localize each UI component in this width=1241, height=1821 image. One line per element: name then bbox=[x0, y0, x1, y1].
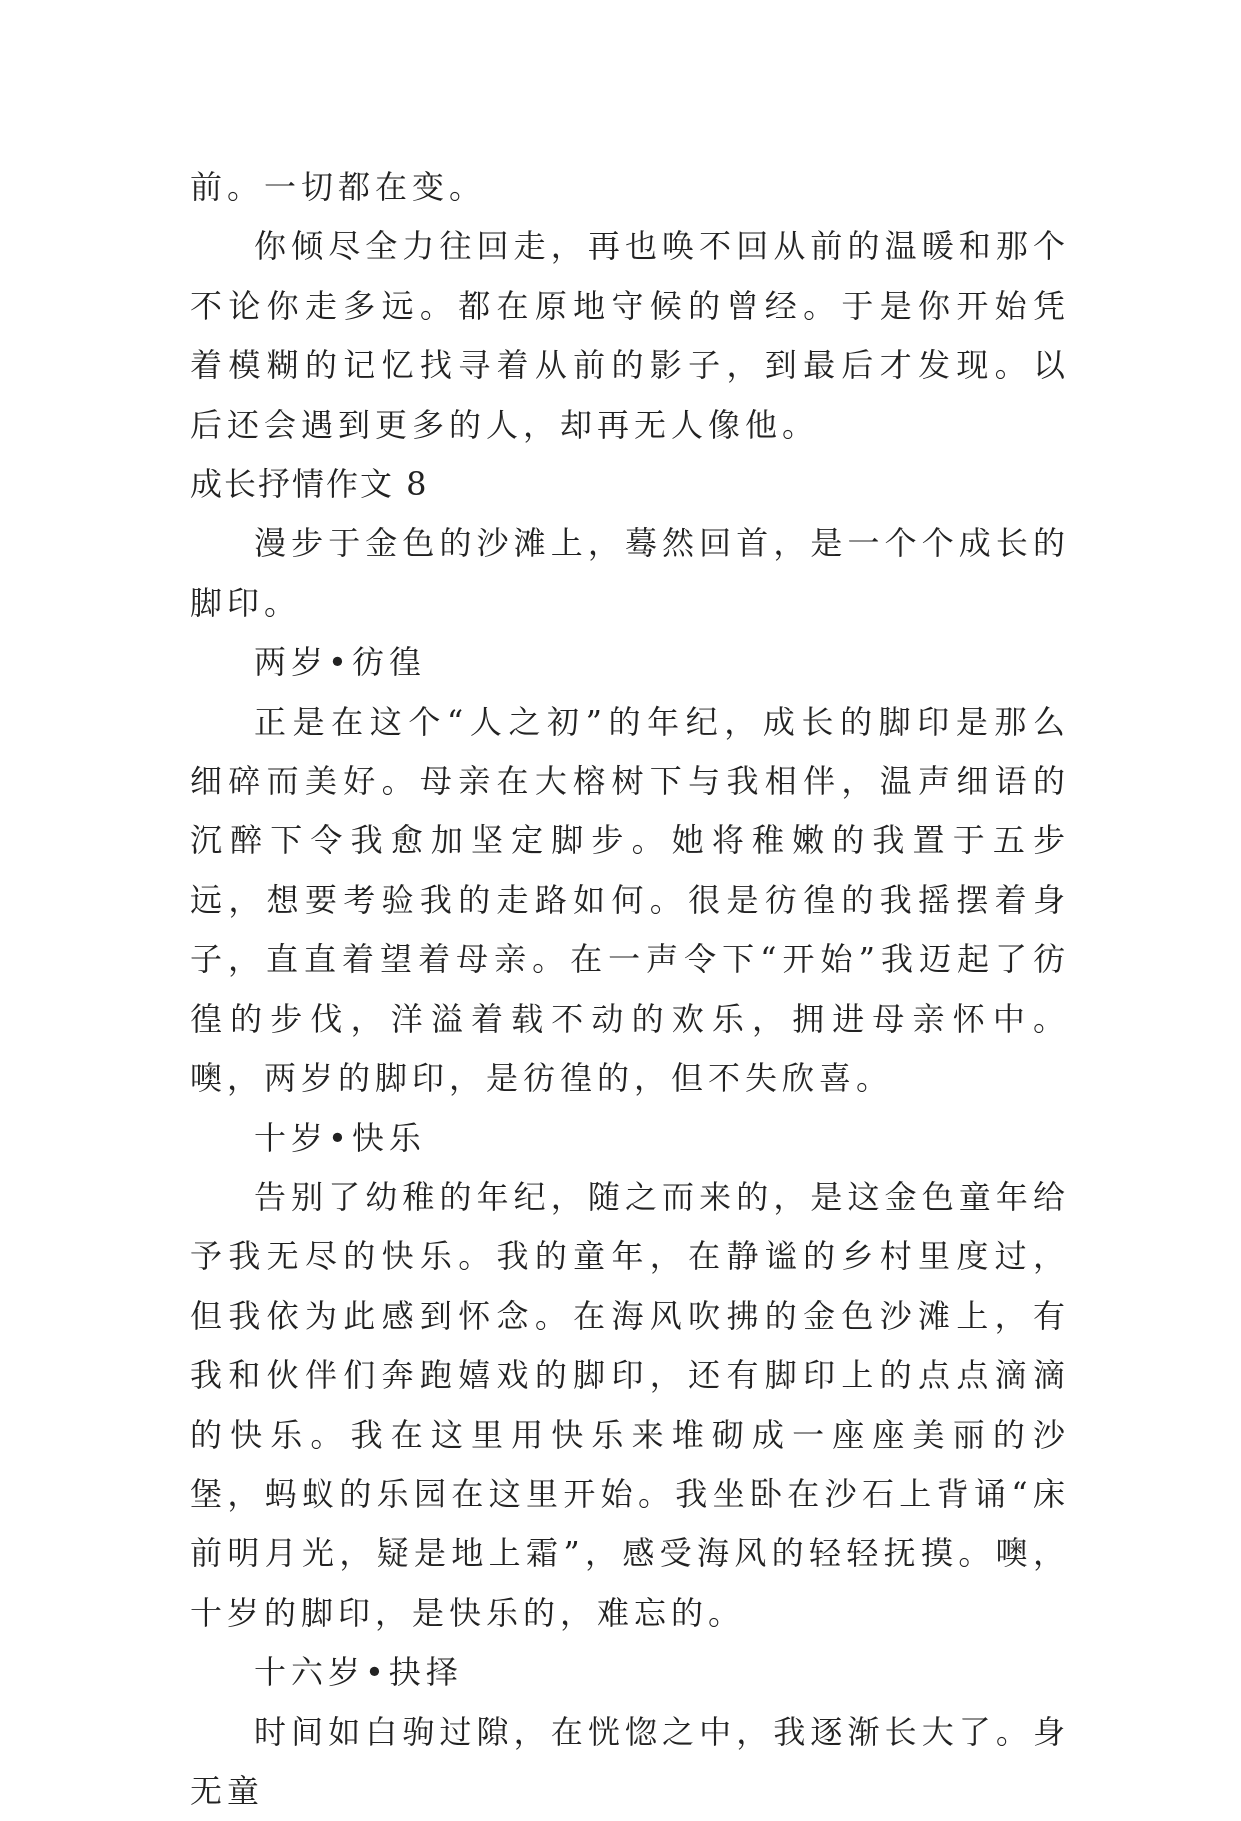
paragraph: 正是在这个“人之初”的年纪，成长的脚印是那么细碎而美好。母亲在大榕树下与我相伴，温声细语的沉醉下令我愈加坚定脚步。她将稚嫩的我置于五步远，想要考验我的走路如何。很是彷徨的我摇摆着身子，直直着望着母亲。在一声令下“开始”我迈起了彷徨的步伐，洋溢着载不动的欢乐，拥进母亲怀中。噢，两岁的脚印，是彷徨的，但不失欣喜。 bbox=[190, 702, 1070, 1098]
paragraph: 前。一切都在变。 bbox=[190, 168, 487, 206]
section-heading: 十六岁•抉择 bbox=[254, 1653, 463, 1692]
paragraph: 时间如白驹过隙，在恍惚之中，我逐渐长大了。身无童 bbox=[190, 1712, 1070, 1810]
essay-title: 成长抒情作文 8 bbox=[190, 465, 429, 504]
paragraph: 告别了幼稚的年纪，随之而来的，是这金色童年给予我无尽的快乐。我的童年，在静谧的乡村里度过，但我依为此感到怀念。在海风吹拂的金色沙滩上，有我和伙伴们奔跑嬉戏的脚印，还有脚印上的点点滴滴的快乐。我在这里用快乐来堆砌成一座座美丽的沙堡，蚂蚁的乐园在这里开始。我坐卧在沙石上背诵“床前明月光，疑是地上霜”，感受海风的轻轻抚摸。噢，十岁的脚印，是快乐的，难忘的。 bbox=[190, 1177, 1070, 1632]
section-heading: 十岁•快乐 bbox=[254, 1118, 426, 1157]
paragraph: 你倾尽全力往回走，再也唤不回从前的温暖和那个不论你走多远。都在原地守候的曾经。于是你开始凭着模糊的记忆找寻着从前的影子，到最后才发现。以后还会遇到更多的人，却再无人像他。 bbox=[190, 227, 1070, 444]
document-body bbox=[190, 158, 1070, 1821]
section-heading: 两岁•彷徨 bbox=[254, 643, 426, 682]
paragraph: 漫步于金色的沙滩上，蓦然回首，是一个个成长的脚印。 bbox=[190, 524, 1070, 622]
